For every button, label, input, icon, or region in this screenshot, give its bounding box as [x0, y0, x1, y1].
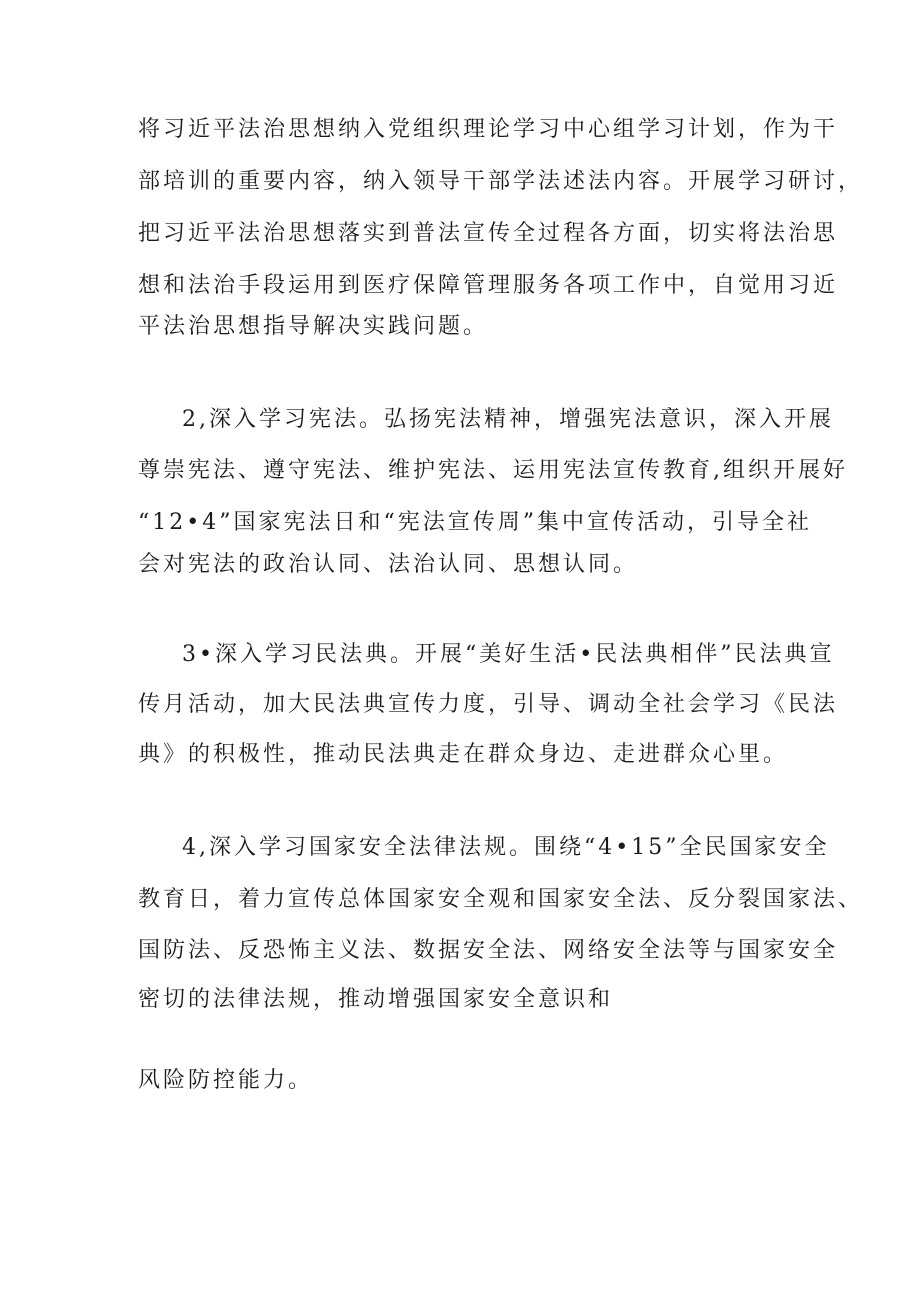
paragraph-3-line-2: 传月活动，加大民法典宣传力度，引导、调动全社会学习《民法: [138, 692, 839, 717]
paragraph-3-line-3: 典》的积极性，推动民法典走在群众身边、走进群众心里。: [138, 742, 789, 767]
paragraph-4-line-1: 4,深入学习国家安全法律法规。围绕“4•15”全民国家安全: [182, 835, 830, 860]
paragraph-4-line-4: 密切的法律法规，推动增强国家安全意识和: [138, 987, 614, 1012]
paragraph-1-line-5: 平法治思想指导解决实践问题。: [138, 314, 489, 339]
paragraph-3-line-1: 3•深入学习民法典。开展“美好生活•民法典相伴”民法典宣: [182, 642, 835, 667]
paragraph-1-line-4: 想和法治手段运用到医疗保障管理服务各项工作中，自觉用习近: [138, 273, 839, 298]
paragraph-4-line-2: 教育日，着力宣传总体国家安全观和国家安全法、反分裂国家法、: [138, 887, 864, 912]
paragraph-2-line-4: 会对宪法的政治认同、法治认同、思想认同。: [138, 552, 639, 577]
paragraph-2-line-2: 尊崇宪法、遵守宪法、维护宪法、运用宪法宣传教育,组织开展好: [138, 458, 848, 483]
paragraph-2-line-3: “12•4”国家宪法日和“宪法宣传周”集中宣传活动，引导全社: [138, 510, 812, 535]
paragraph-1-line-3: 把习近平法治思想落实到普法宣传全过程各方面，切实将法治思: [138, 221, 839, 246]
paragraph-1-line-2: 部培训的重要内容，纳入领导干部学法述法内容。开展学习研讨，: [138, 169, 864, 194]
paragraph-4-line-3: 国防法、反恐怖主义法、数据安全法、网络安全法等与国家安全: [138, 938, 839, 963]
paragraph-2-line-1: 2,深入学习宪法。弘扬宪法精神，增强宪法意识，深入开展: [182, 407, 834, 432]
paragraph-1-line-1: 将习近平法治思想纳入党组织理论学习中心组学习计划，作为干: [138, 117, 839, 142]
paragraph-4-line-5: 风险防控能力。: [138, 1068, 314, 1093]
